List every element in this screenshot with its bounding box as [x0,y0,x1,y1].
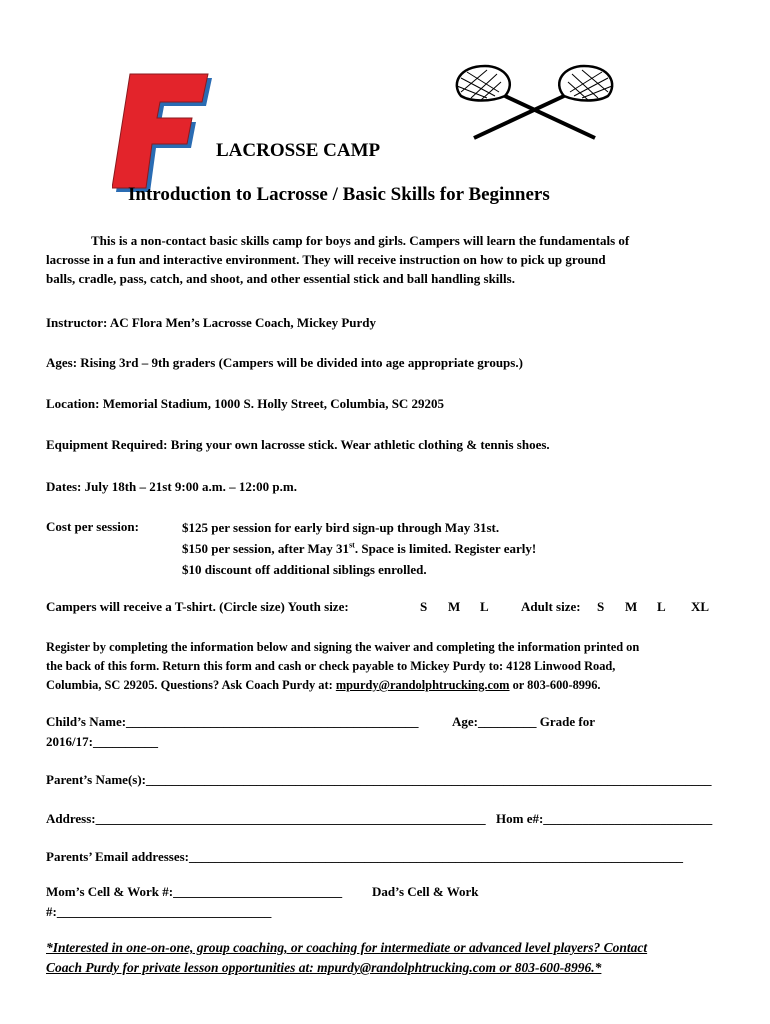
youth-size-s[interactable]: S [420,599,428,614]
register-text: Columbia, SC 29205. Questions? Ask Coach Purdy at: [46,678,336,692]
grade-year-field[interactable]: 2016/17:__________ [46,734,158,749]
mom-cell-field[interactable]: Mom’s Cell & Work #:__________________________ [46,884,343,899]
equipment-line: Equipment Required: Bring your own lacrosse stick. Wear athletic clothing & tennis shoes. [46,437,550,452]
ages-line: Ages: Rising 3rd – 9th graders (Campers will be divided into age appropriate groups.) [46,355,523,370]
register-text-end: or 803-600-8996. [509,678,601,692]
home-phone-field[interactable]: Hom e#:__________________________ [496,811,713,826]
coach-email-link[interactable]: mpurdy@randolphtrucking.com [335,678,510,692]
adult-size-s[interactable]: S [597,599,605,614]
page-title: LACROSSE CAMP [216,140,381,161]
youth-size-m[interactable]: M [448,599,461,614]
cost-early-bird: $125 per session for early bird sign-up through May 31st. [182,520,500,535]
cost-regular-text-end: . Space is limited. Register early! [354,541,537,556]
adult-size-label: Adult size: [521,599,581,614]
adult-size-l[interactable]: L [657,599,666,614]
instructor-line: Instructor: AC Flora Men’s Lacrosse Coach, Mickey Purdy [46,315,377,330]
intro-paragraph [46,231,629,288]
address-field[interactable]: Address:____________________________________________________________ [46,811,486,826]
register-line [46,676,639,695]
tshirt-prompt: Campers will receive a T-shirt. (Circle size) Youth size: [46,599,349,614]
intro-line: This is a non-contact basic skills camp for boys and girls. Campers will learn the fundamentals of [91,233,630,248]
location-line: Location: Memorial Stadium, 1000 S. Holly Street, Columbia, SC 29205 [46,396,445,411]
youth-size-l[interactable]: L [480,599,489,614]
adult-size-xl[interactable]: XL [691,599,710,614]
crossed-lacrosse-sticks-icon [452,62,617,142]
note-line: *Interested in one-on-one, group coaching, or coaching for intermediate or advanced level players? Contact [46,940,648,955]
cost-regular-text: $150 per session, after May 31 [182,541,350,556]
intro-line: balls, cradle, pass, catch, and shoot, and other essential stick and ball handling skills. [46,271,515,286]
note-text-end: or 803-600-8996.* [496,960,602,975]
cost-regular [182,538,536,559]
cost-label: Cost per session: [46,519,139,534]
parent-email-field[interactable]: Parents’ Email addresses:____________________________________________________________________________ [46,849,683,864]
register-line: the back of this form. Return this form and cash or check payable to Mickey Purdy to: 4128 Linwood Road, [46,659,616,673]
school-f-logo-icon [112,70,214,198]
note-line [46,958,647,978]
adult-size-m[interactable]: M [625,599,638,614]
parent-name-field[interactable]: Parent’s Name(s):_______________________________________________________________________________________ [46,772,712,787]
age-grade-field[interactable]: Age:_________ Grade for [452,714,595,729]
intro-line: lacrosse in a fun and interactive environment. They will receive instruction on how to pick up ground [46,252,606,267]
cost-details [182,517,536,580]
private-lessons-note [46,938,647,978]
cost-sibling-discount: $10 discount off additional siblings enrolled. [182,562,427,577]
dad-cell-label: Dad’s Cell & Work [372,884,479,899]
register-instructions [46,638,639,695]
child-name-field[interactable]: Child’s Name:_____________________________________________ [46,714,419,729]
dates-line: Dates: July 18th – 21st 9:00 a.m. – 12:00 p.m. [46,479,297,494]
page-subtitle: Introduction to Lacrosse / Basic Skills for Beginners [128,184,550,205]
register-line: Register by completing the information below and signing the waiver and completing the information printed on [46,640,640,654]
dad-cell-field[interactable]: #:_________________________________ [46,904,272,919]
note-text: Coach Purdy for private lesson opportunities at: mpurdy@randolphtrucking.com [46,960,497,975]
cost-regular-sup: st [349,540,355,550]
